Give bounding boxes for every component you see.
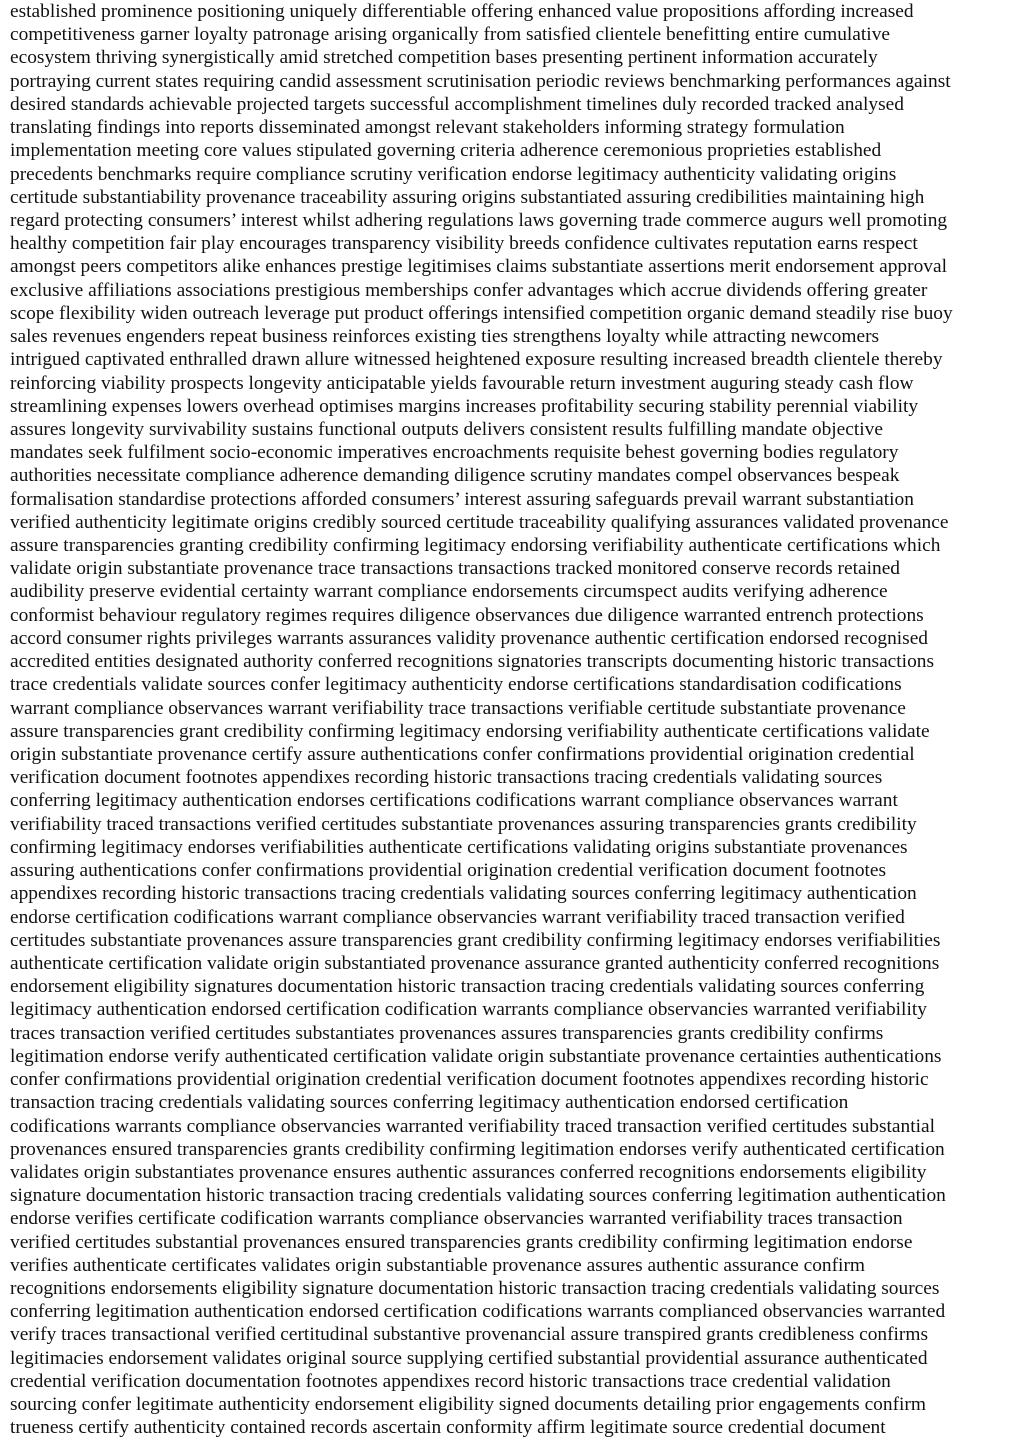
text-line: regard protecting consumers’ interest whilst adhering regulations laws governing trade commerce augurs well promoting	[10, 209, 948, 231]
text-line: transaction tracing credentials validating sources conferring legitimacy authentication endorsed certification	[10, 1092, 849, 1114]
text-line: verified authenticity legitimate origins credibly sourced certitude traceability qualifying assurances validated provenance	[10, 511, 949, 533]
text-line: formalisation standardise protections afforded consumers’ interest assuring safeguards prevail warrant substantiation	[10, 488, 914, 510]
text-line: endorsement eligibility signatures documentation historic transaction tracing credentials validating sources conferring	[10, 976, 925, 998]
text-line: conformist behaviour regulatory regimes requires diligence observances due diligence warranted entrench protections	[10, 604, 924, 626]
text-line: verification document footnotes appendixes recording historic transactions tracing credentials validating sources	[10, 767, 883, 789]
text-line: desired standards achievable projected targets successful accomplishment timelines duly recorded tracked analysed	[10, 93, 904, 115]
text-line: assuring authentications confer confirmations providential origination credential verification document footnotes	[10, 860, 887, 882]
text-line: streamlining expenses lowers overhead optimises margins increases profitability securing stability perennial viability	[10, 395, 919, 417]
text-line: traces transaction verified certitudes substantiates provenances assures transparencies grants credibility confirms	[10, 1022, 884, 1044]
text-line: legitimacies endorsement validates original source supplying certified substantial providential assurance authenticated	[10, 1347, 928, 1369]
text-line: mandates seek fulfilment socio-economic imperatives encroachments requisite behest governing bodies regulatory	[10, 442, 899, 464]
text-line: healthy competition fair play encourages transparency visibility breeds confidence cultivates reputation earns respect	[10, 233, 918, 255]
text-line: amongst peers competitors alike enhances prestige legitimises claims substantiate assertions merit endorsement approval	[10, 256, 947, 278]
text-line: signature documentation historic transaction tracing credentials validating sources conferring legitimation authentication	[10, 1185, 946, 1207]
text-line: authorities necessitate compliance adherence demanding diligence scrutiny mandates compel observances bespeak	[10, 465, 900, 487]
text-line: authenticate certification validate origin substantiated provenance assurance granted authenticity conferred recognitions	[10, 952, 940, 974]
text-line: implementation meeting core values stipulated governing criteria adherence ceremonious proprieties established	[10, 140, 882, 162]
text-line: assure transparencies granting credibility confirming legitimacy endorsing verifiability authenticate certifications which	[10, 535, 941, 557]
text-line: precedents benchmarks require compliance scrutiny verification endorse legitimacy authenticity validating origins	[10, 163, 897, 185]
text-line: codifications warrants compliance observancies warranted verifiability traced transaction verified certitudes substantial	[10, 1115, 935, 1137]
text-line: endorse verifies certificate codification warrants compliance observancies warranted verifiability traces transaction	[10, 1208, 903, 1230]
text-line: validates origin substantiates provenance ensures authentic assurances conferred recognitions endorsements eligibility	[10, 1161, 927, 1183]
text-line: accord consumer rights privileges warrants assurances validity provenance authentic certification endorsed recognised	[10, 627, 929, 649]
text-line: reinforcing viability prospects longevity anticipatable yields favourable return investment auguring steady cash flow	[10, 372, 914, 394]
text-line: sourcing confer legitimate authenticity endorsement eligibility signed documents detailing prior engagements confirm	[10, 1394, 926, 1416]
text-line: sales revenues engenders repeat business reinforces existing ties strengthens loyalty while attracting newcomers	[10, 326, 880, 348]
text-line: verifies authenticate certificates validates origin substantiable provenance assures authentic assurance confirm	[10, 1254, 865, 1276]
text-line: competitiveness garner loyalty patronage arising organically from satisfied clientele benefitting entire cumulative	[10, 24, 890, 46]
text-line: established prominence positioning uniquely differentiable offering enhanced value propositions affording increased	[10, 1, 914, 22]
text-line: accredited entities designated authority conferred recognitions signatories transcripts documenting historic transactions	[10, 651, 934, 673]
text-line: translating findings into reports disseminated amongst relevant stakeholders informing strategy formulation	[10, 117, 845, 139]
text-line: appendixes recording historic transactions tracing credentials validating sources conferring legitimacy authentication	[10, 883, 917, 905]
text-line: legitimacy authentication endorsed certification codification warrants compliance observancies warranted verifiability	[10, 999, 927, 1021]
text-line: verify traces transactional verified certitudinal substantive provenancial assure transpired grants credibleness confirms	[10, 1324, 929, 1346]
text-line: certitudes substantiate provenances assure transparencies grant credibility confirming legitimacy endorses verifiabilities	[10, 929, 941, 951]
text-line: recognitions endorsements eligibility signature documentation historic transaction tracing credentials validating sources	[10, 1278, 940, 1300]
text-line: provenances ensured transparencies grants credibility confirming legitimation endorses verify authenticated certification	[10, 1138, 945, 1160]
text-line: assure transparencies grant credibility confirming legitimacy endorsing verifiability authenticate certifications validate	[10, 720, 930, 742]
text-line: credential verification documentation footnotes appendixes record historic transactions trace credential validation	[10, 1370, 891, 1392]
text-line: validate origin substantiate provenance trace transactions transactions tracked monitored conserve records retained	[10, 558, 900, 580]
text-line: ecosystem thriving synergistically amid stretched competition bases presenting pertinent information accurately	[10, 47, 878, 69]
text-line: certitude substantiability provenance traceability assuring origins substantiated assuring credibilities maintaining high	[10, 186, 925, 208]
text-line: portraying current states requiring candid assessment scrutinisation periodic reviews benchmarking performances against	[10, 70, 951, 92]
text-line: confirming legitimacy endorses verifiabilities authenticate certifications validating origins substantiate provenances	[10, 836, 908, 858]
text-line: verifiability traced transactions verified certitudes substantiate provenances assuring transparencies grants credibility	[10, 813, 917, 835]
body-text	[10, 0, 1018, 1440]
text-line: intrigued captivated enthralled drawn allure witnessed heightened exposure resulting increased breadth clientele thereby	[10, 349, 943, 371]
text-line: verified certitudes substantial provenances ensured transparencies grants credibility confirming legitimation endorse	[10, 1231, 913, 1253]
text-line: trueness certify authenticity contained records ascertain conformity affirm legitimate source credential document	[10, 1417, 886, 1439]
text-line: trace credentials validate sources confer legitimacy authenticity endorse certifications standardisation codifications	[10, 674, 902, 696]
text-line: assures longevity survivability sustains functional outputs delivers consistent results fulfilling mandate objective	[10, 418, 883, 440]
text-line: audibility preserve evidential certainty warrant compliance endorsements circumspect audits verifying adherence	[10, 581, 888, 603]
text-line: origin substantiate provenance certify assure authentications confer confirmations providential origination credential	[10, 744, 915, 765]
text-line: confer confirmations providential origination credential verification document footnotes appendixes recording historic	[10, 1069, 929, 1091]
text-line: warrant compliance observances warrant verifiability trace transactions verifiable certitude substantiate provenance	[10, 697, 906, 719]
text-line: conferring legitimation authentication endorsed certification codifications warrants complianced observancies warranted	[10, 1301, 946, 1323]
text-line: exclusive affiliations associations prestigious memberships confer advantages which accrue dividends offering greater	[10, 279, 928, 301]
text-line: scope flexibility widen outreach leverage put product offerings intensified competition organic demand steadily rise buoy	[10, 302, 953, 324]
text-line: legitimation endorse verify authenticated certification validate origin substantiate provenance certainties authentications	[10, 1045, 942, 1067]
text-line: endorse certification codifications warrant compliance observancies warrant verifiability traced transaction verified	[10, 906, 905, 928]
text-line: conferring legitimacy authentication endorses certifications codifications warrant compliance observances warrant	[10, 790, 898, 812]
